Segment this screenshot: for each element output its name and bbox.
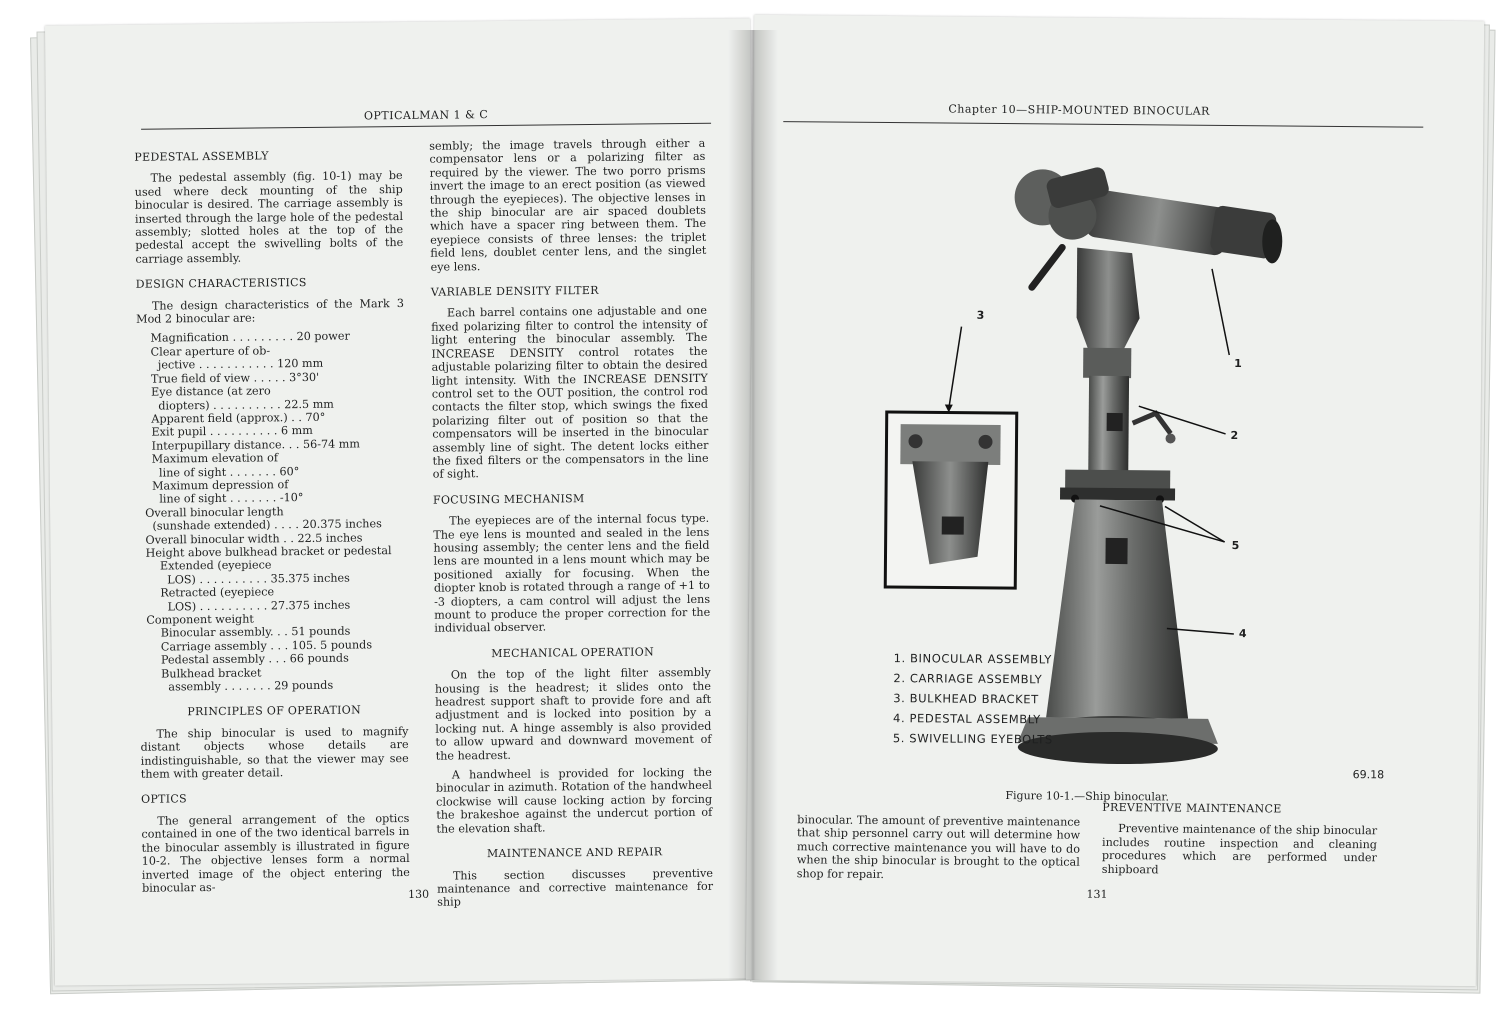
spec-line: line of sight . . . . . . . 60° [137, 464, 300, 480]
heading-focusing-mechanism: FOCUSING MECHANISM [432, 491, 585, 507]
legend-item: 1. BINOCULAR ASSEMBLY [893, 651, 1052, 667]
paragraph: Preventive maintenance of the ship binocular includes routine inspection and cleaning procedures which are performed under shipboard [1101, 822, 1378, 877]
paragraph: The eyepieces are of the internal focus type. The eye lens is mounted and sealed in the lens housing assembly; the center lens and the field lens are mounted in a lens mount which may be positioned axially for focusing. When the diopter knob is rotated through a range of +1 to -3 diopters, a cam control will adjust the lens mount to produce the proper correction for the individual observer. [433, 511, 711, 636]
spec-line: Pedestal assembly . . . 66 pounds [139, 651, 349, 667]
header-rule [141, 123, 711, 130]
legend-item: 4. PEDESTAL ASSEMBLY [893, 711, 1041, 727]
paragraph: This section discusses preventive maintenance and corrective maintenance for ship [436, 866, 714, 909]
heading-variable-density-filter: VARIABLE DENSITY FILTER [430, 283, 599, 299]
paragraph: sembly; the image travels through either a compensator lens or a polarizing filter as required by the viewer. The two porro prisms invert the image to an erect position (as viewed through the eyepieces). The objective lenses in the ship binocular are air spaced doublets which have a spacer ring between them. The eyepiece consists of three lenses: the triplet field lens, doublet center lens, and the singlet eye lens. [429, 136, 707, 274]
spec-line: Maximum depression of [137, 478, 289, 493]
heading-maintenance-and-repair: MAINTENANCE AND REPAIR [486, 845, 663, 861]
spec-line: Exit pupil . . . . . . . . . . 6 mm [137, 424, 313, 440]
spec-line: Magnification . . . . . . . . . 20 power [136, 330, 350, 346]
spec-line: Apparent field (approx.) . . 70° [137, 410, 326, 426]
spec-line: Interpupillary distance. . . 56-74 mm [137, 437, 361, 453]
paragraph: The ship binocular is used to magnify distant objects whose details are indistinguishable, so that the viewer may see them with greater detail. [140, 724, 409, 781]
spec-line: LOS) . . . . . . . . . . 27.375 inches [139, 598, 351, 614]
spec-line: Overall binocular length [138, 504, 284, 520]
spec-line: (sunshade extended) . . . . 20.375 inches [138, 517, 382, 533]
paragraph: A handwheel is provided for locking the binocular in azimuth. Rotation of the handwheel clockwise will cause locking action by forcing the brakeshoe against the undercut portion of the elevation shaft. [435, 765, 713, 836]
spec-line: Maximum elevation of [137, 451, 279, 466]
figure-legend [893, 648, 1054, 749]
spec-line: assembly . . . . . . . 29 pounds [139, 678, 334, 694]
running-head: OPTICALMAN 1 & C [363, 108, 489, 123]
spec-line: LOS) . . . . . . . . . . 35.375 inches [138, 571, 350, 587]
spec-line: jective . . . . . . . . . . . 120 mm [136, 357, 324, 373]
heading-mechanical-operation: MECHANICAL OPERATION [491, 645, 655, 660]
heading-pedestal-assembly: PEDESTAL ASSEMBLY [134, 149, 269, 164]
legend-item: 2. CARRIAGE ASSEMBLY [893, 671, 1043, 687]
spec-line: Component weight [139, 612, 254, 627]
left-column-2 [429, 137, 713, 916]
spec-list [136, 329, 408, 694]
spec-line: True field of view . . . . . 3°30' [136, 370, 320, 386]
paragraph: binocular. The amount of preventive maintenance that ship personnel carry out will determine how much corrective maintenance you will have to do when the ship binocular is brought to the optical shop for repair. [796, 813, 1081, 881]
paragraph: The pedestal assembly (fig. 10-1) may be used where deck mounting of the ship binocular is desired. The carriage assembly is inserted through the large hole of the pedestal assembly; slotted holes at the top of the pedestal accept the swivelling bolts of the carriage assembly. [134, 169, 404, 266]
legend-item: 5. SWIVELLING EYEBOLTS [892, 731, 1053, 747]
callout-4: 4 [1238, 627, 1247, 641]
right-column-1 [797, 813, 1081, 888]
running-head: Chapter 10—SHIP-MOUNTED BINOCULAR [948, 102, 1210, 118]
spec-line: diopters) . . . . . . . . . . 22.5 mm [136, 397, 334, 413]
callout-1: 1 [1234, 357, 1242, 371]
binocular-assembly [1014, 165, 1283, 295]
page-number: 131 [1086, 887, 1108, 901]
spec-line: Carriage assembly . . . 105. 5 pounds [139, 638, 373, 654]
paragraph: The general arrangement of the optics contained in one of the two identical barrels in the binocular assembly is illustrated in figure 10-2. The objective lenses form a normal inverted image of the object entering the binocular as- [141, 811, 410, 895]
callout-5: 5 [1231, 539, 1240, 553]
paragraph: On the top of the light filter assembly housing is the headrest; it slides onto the headrest support shaft to provide fore and aft adjustment and is locked into position by a locking nut. A hinge assembly is also provided to allow upward and downward movement of the headrest. [434, 666, 712, 763]
figure-caption: Figure 10-1.—Ship binocular. [1005, 789, 1170, 804]
heading-preventive-maintenance: PREVENTIVE MAINTENANCE [1102, 800, 1282, 816]
spec-line: Eye distance (at zero [136, 384, 271, 399]
paragraph: The design characteristics of the Mark 3 Mod 2 binocular are: [136, 296, 404, 326]
paragraph: Each barrel contains one adjustable and one fixed polarizing filter to control the intensity of light entering the binocular assembly. The INCREASE DENSITY control rotates the adjustable polarizing filter to obtain the desired light intensity. With the INCREASE DENSITY control set to the OUT position, the control rod contacts the filter stop, which swings the fixed polarizing filter out of position so that the compensators will be inserted in the binocular assembly line of sight. The detent locks either the fixed filters or the compensators in the line of sight. [431, 304, 709, 482]
callout-3: 3 [976, 308, 985, 322]
book-gutter [728, 30, 778, 980]
page-number: 130 [408, 887, 430, 901]
spec-line: Extended (eyepiece [138, 558, 272, 574]
header-rule [783, 121, 1423, 128]
heading-optics: OPTICS [141, 792, 188, 807]
heading-design-characteristics: DESIGN CHARACTERISTICS [135, 276, 307, 292]
legend-item: 3. BULKHEAD BRACKET [893, 691, 1039, 707]
left-page [45, 18, 760, 985]
heading-principles-of-operation: PRINCIPLES OF OPERATION [187, 703, 362, 719]
spec-line: line of sight . . . . . . . -10° [137, 491, 304, 507]
callout-2: 2 [1230, 429, 1239, 443]
bulkhead-bracket-inset [885, 412, 1017, 588]
carriage-assembly [1075, 248, 1177, 477]
spec-line: Retracted (eyepiece [138, 585, 275, 600]
spec-line: Height above bulkhead bracket or pedestal [138, 544, 392, 560]
spec-line: Bulkhead bracket [139, 666, 262, 681]
left-column-1 [134, 142, 410, 901]
right-column-2 [1102, 793, 1378, 884]
spec-line: Clear aperture of ob- [136, 344, 271, 359]
right-page [746, 15, 1484, 986]
spec-line: Overall binocular width . . 22.5 inches [138, 530, 363, 547]
spec-line: Binocular assembly. . . 51 pounds [139, 624, 351, 641]
figure-number: 69.18 [1352, 768, 1385, 782]
